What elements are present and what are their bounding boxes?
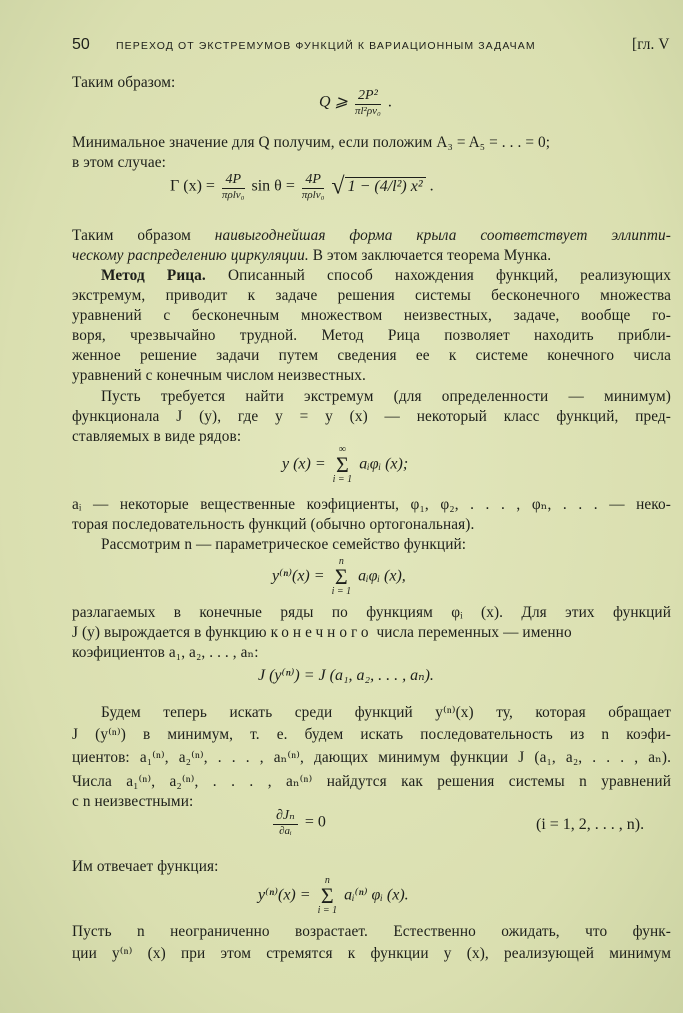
sum-upper: n <box>324 875 330 886</box>
paragraph-line: J (y⁽ⁿ⁾) в минимум, т. е. будем искать последовательность из n коэфи- <box>72 726 671 743</box>
paragraph-line: Числа a₁⁽ⁿ⁾, a₂⁽ⁿ⁾, . . . , aₙ⁽ⁿ⁾ найдутся как решения системы n уравнений <box>72 773 671 790</box>
paragraph-line: Пусть требуется найти экстремум (для определенности — минимум) <box>101 388 671 405</box>
eq-rhs: aᵢφᵢ (x), <box>358 567 406 585</box>
summation <box>332 557 352 597</box>
eq-tail: . <box>387 93 392 111</box>
paragraph-line: aᵢ — некоторые вещественные коэфициенты, φ₁, φ₂, . . . , φₙ, . . . — неко- <box>72 496 671 513</box>
text-run: J (y) вырождается в функцию <box>72 624 271 641</box>
paragraph-text: Минимальное значение для Q получим, если положим A₃ = A₅ = . . . = 0; <box>72 134 551 151</box>
paragraph-text: в этом случае: <box>72 154 166 171</box>
sum-upper: n <box>338 556 344 567</box>
numerator: 2P² <box>355 88 381 105</box>
numerator: ∂Jₙ <box>273 808 298 825</box>
paragraph-line: разлагаемых в конечные ряды по функциям φᵢ (x). Для этих функций <box>72 604 671 621</box>
fraction <box>273 808 298 838</box>
equation-functional: J (y⁽ⁿ⁾) = J (a₁, a₂, . . . , aₙ). <box>258 667 434 684</box>
italic-text: наивыгоднейшая форма крыла соответствует эллипти- <box>214 227 671 244</box>
paragraph-text <box>72 226 671 246</box>
summation <box>318 876 338 916</box>
running-title: ПЕРЕХОД ОТ ЭКСТРЕМУМОВ ФУНКЦИЙ К ВАРИАЦИОННЫМ ЗАДАЧАМ <box>116 40 536 52</box>
denominator: πρlv₀ <box>301 189 325 201</box>
sum-lower: i = 1 <box>331 586 352 597</box>
paragraph-line: уравнений с бесконечным множеством неизвестных, задаче, вообще го- <box>72 307 671 324</box>
text-run: Описанный способ нахождения функций, реализующих <box>205 267 672 284</box>
equation-series <box>282 445 408 485</box>
eq-lhs: y (x) = <box>282 455 326 473</box>
paragraph-line: Рассмотрим n — параметрическое семейство функций: <box>101 536 467 553</box>
spaced-emphasis: конечного <box>270 624 373 641</box>
paragraph-line: Будем теперь искать среди функций y⁽ⁿ⁾(x) ту, которая обращает <box>101 704 671 721</box>
paragraph-line: коэфициентов a₁, a₂, . . . , aₙ: <box>72 644 259 661</box>
fraction <box>355 88 381 118</box>
equation-condition: (i = 1, 2, . . . , n). <box>536 816 645 833</box>
equation-finite-series <box>272 557 406 597</box>
paragraph-text: Таким образом: <box>72 74 176 91</box>
equation-circulation <box>170 172 434 202</box>
paragraph-line: воря, чрезвычайно трудной. Метод Рица позволяет находить прибли- <box>72 327 671 344</box>
denominator: πl²ρv₀ <box>354 105 381 117</box>
sigma-icon: Σ <box>334 564 348 589</box>
paragraph-line: Пусть n неограниченно возрастает. Естественно ожидать, что функ- <box>72 923 671 940</box>
paragraph-line <box>72 623 671 643</box>
eq-middle: sin θ = <box>251 177 295 195</box>
paragraph-line: с n неизвестными: <box>72 793 194 810</box>
eq-lhs: y⁽ⁿ⁾(x) = <box>258 886 311 904</box>
eq-rhs: = 0 <box>304 813 326 831</box>
paragraph-line: ции y⁽ⁿ⁾ (x) при этом стремятся к функции y (x), реализующей минимум <box>72 945 671 962</box>
section-heading: Метод Рица. <box>101 267 206 284</box>
paragraph-line: Им отвечает функция: <box>72 858 219 875</box>
summation <box>333 445 353 485</box>
eq-rhs: aᵢ⁽ⁿ⁾ φᵢ (x). <box>344 886 409 904</box>
sigma-icon: Σ <box>336 452 349 477</box>
page-number: 50 <box>72 36 90 53</box>
chapter-label: [гл. V <box>632 36 670 53</box>
denominator: πρlv₀ <box>221 189 245 201</box>
text-run: Таким образом <box>72 227 215 244</box>
text-run: В этом заключается теорема Мунка. <box>308 247 552 264</box>
paragraph-line: женное решение задачи путем сведения ее к системе конечного числа <box>72 347 671 364</box>
sigma-icon: Σ <box>320 883 334 908</box>
equation-solution <box>258 876 409 916</box>
paragraph-line: функционала J (y), где y = y (x) — некоторый класс функций, пред- <box>72 408 671 425</box>
eq-rhs: aᵢφᵢ (x); <box>359 455 409 473</box>
fraction <box>302 172 325 202</box>
paragraph-line: торая последовательность функций (обычно ортогональная). <box>72 516 475 533</box>
sqrt-content: 1 − (4/l²) x² <box>345 177 426 195</box>
fraction <box>222 172 245 202</box>
paragraph-line: уравнений с конечным числом неизвестных. <box>72 367 366 384</box>
eq-lhs: Q ⩾ <box>319 93 348 111</box>
sum-lower: i = 1 <box>332 474 353 485</box>
eq-lhs: Γ (x) = <box>170 177 215 195</box>
italic-text: ческому распределению циркуляции. <box>72 247 309 264</box>
paragraph-line: циентов: a₁⁽ⁿ⁾, a₂⁽ⁿ⁾, . . . , aₙ⁽ⁿ⁾, дающих минимум функции J (a₁, a₂, . . . , aₙ). <box>72 749 671 766</box>
equation-q-bound <box>319 88 392 118</box>
eq-tail: . <box>429 177 434 195</box>
sum-upper: ∞ <box>338 444 346 455</box>
equation-partial <box>270 808 326 838</box>
eq-lhs: y⁽ⁿ⁾(x) = <box>272 567 325 585</box>
numerator: 4P <box>302 172 325 189</box>
sqrt-icon: √ <box>331 173 345 200</box>
paragraph-line: ставляемых в виде рядов: <box>72 428 242 445</box>
text-run: числа переменных — именно <box>372 624 572 641</box>
sum-lower: i = 1 <box>317 905 338 916</box>
numerator: 4P <box>222 172 245 189</box>
paragraph-line: экстремум, приводит к задаче решения системы бесконечного множества <box>72 287 671 304</box>
denominator: ∂aᵢ <box>279 825 292 837</box>
paragraph-text <box>72 246 551 266</box>
paragraph-text <box>72 266 671 286</box>
